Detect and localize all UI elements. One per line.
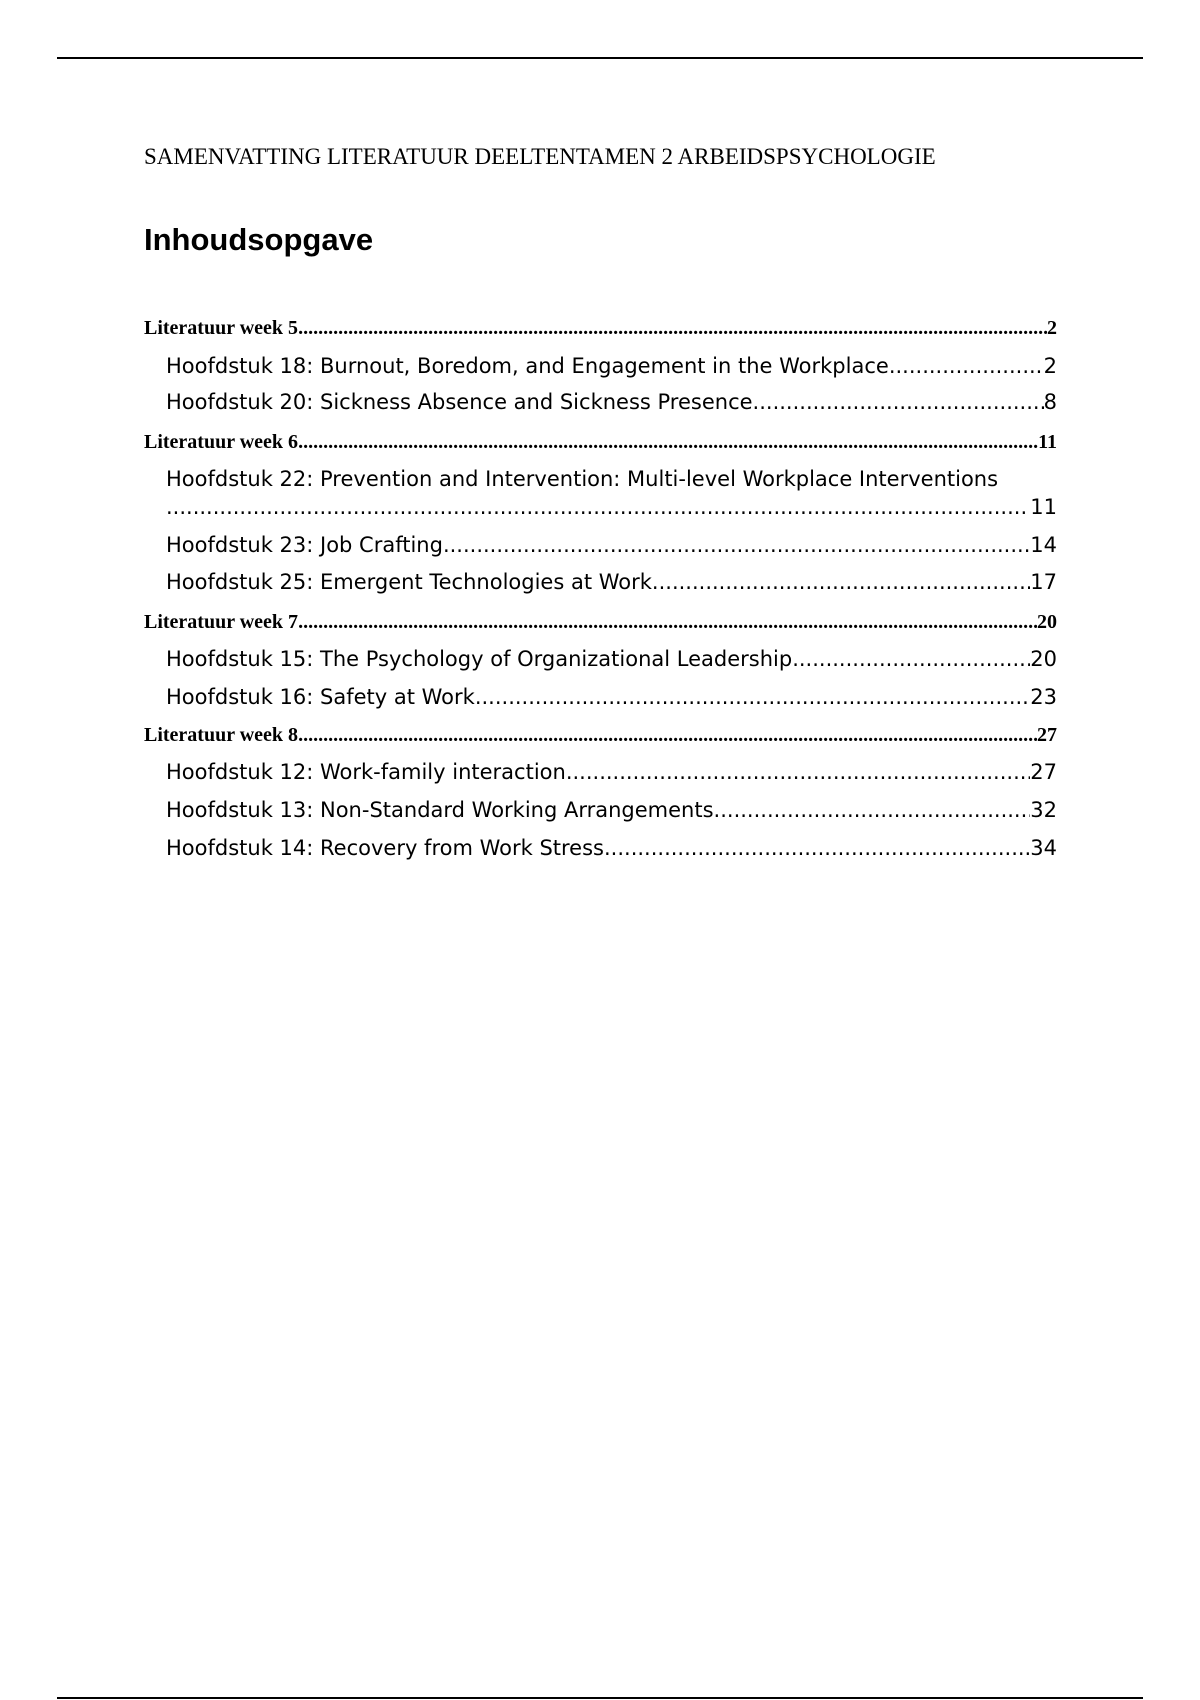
toc-entry-chapter-18[interactable] [166, 352, 1057, 380]
toc-page-number: 23 [1030, 685, 1057, 709]
toc-label: Hoofdstuk 18: Burnout, Boredom, and Engagement in the Workplace [166, 354, 889, 378]
toc-leader [298, 609, 1037, 635]
toc-entry-chapter-15[interactable] [166, 645, 1057, 673]
toc-page-number: 2 [1043, 354, 1057, 378]
toc-entry-chapter-12[interactable] [166, 758, 1057, 786]
toc-leader-line [166, 493, 1057, 521]
toc-label: Hoofdstuk 20: Sickness Absence and Sickness Presence [166, 390, 753, 414]
toc-entry-chapter-13[interactable] [166, 796, 1057, 824]
toc-page-number: 20 [1037, 611, 1057, 633]
toc-entry-week-7[interactable] [144, 609, 1057, 635]
toc-leader [443, 531, 1030, 559]
toc-leader [298, 429, 1038, 455]
toc-page-number: 11 [1030, 495, 1057, 519]
header-rule [57, 57, 1143, 59]
toc-entry-week-5[interactable] [144, 315, 1057, 341]
footer-rule [57, 1697, 1143, 1699]
toc-label: Hoofdstuk 14: Recovery from Work Stress [166, 836, 604, 860]
toc-leader [475, 683, 1030, 711]
toc-leader [298, 722, 1037, 748]
toc-label: Literatuur week 6 [144, 431, 299, 453]
toc-entry-chapter-23[interactable] [166, 531, 1057, 559]
toc-label: Hoofdstuk 23: Job Crafting [166, 533, 443, 557]
toc-page-number: 8 [1043, 390, 1057, 414]
toc-label: Literatuur week 8 [144, 724, 299, 746]
toc-leader [604, 834, 1030, 862]
toc-label: Hoofdstuk 13: Non-Standard Working Arrangements [166, 798, 714, 822]
toc-leader [792, 645, 1030, 673]
toc-label: Hoofdstuk 15: The Psychology of Organizational Leadership [166, 647, 793, 671]
toc-page-number: 11 [1038, 431, 1057, 453]
toc-page-number: 32 [1030, 798, 1057, 822]
toc-label: Hoofdstuk 16: Safety at Work [166, 685, 475, 709]
toc-leader [298, 315, 1047, 341]
document-title: SAMENVATTING LITERATUUR DEELTENTAMEN 2 ARBEIDSPSYCHOLOGIE [144, 144, 936, 169]
toc-leader [166, 493, 1026, 521]
toc-page-number: 2 [1047, 317, 1057, 339]
toc-leader [566, 758, 1030, 786]
toc-leader [753, 388, 1044, 416]
toc-page-number: 20 [1030, 647, 1057, 671]
toc-leader [652, 568, 1030, 596]
toc-entry-chapter-25[interactable] [166, 568, 1057, 596]
toc-leader [714, 796, 1031, 824]
toc-page-number: 14 [1030, 533, 1057, 557]
toc-entry-chapter-14[interactable] [166, 834, 1057, 862]
toc-label: Hoofdstuk 22: Prevention and Intervention: Multi-level Workplace Interventions [166, 467, 999, 491]
toc-page-number: 17 [1030, 570, 1057, 594]
toc-label: Literatuur week 5 [144, 317, 299, 339]
toc-heading: Inhoudsopgave [144, 222, 374, 257]
toc-label: Hoofdstuk 12: Work-family interaction [166, 760, 566, 784]
toc-page-number: 27 [1030, 760, 1057, 784]
toc-leader [889, 352, 1044, 380]
toc-entry-chapter-22[interactable] [166, 465, 1057, 521]
toc-page-number: 27 [1037, 724, 1057, 746]
toc-page-number: 34 [1030, 836, 1057, 860]
toc-entry-week-6[interactable] [144, 429, 1057, 455]
toc-label: Literatuur week 7 [144, 611, 299, 633]
toc-entry-chapter-20[interactable] [166, 388, 1057, 416]
toc-entry-chapter-16[interactable] [166, 683, 1057, 711]
toc-label: Hoofdstuk 25: Emergent Technologies at Work [166, 570, 652, 594]
toc-entry-week-8[interactable] [144, 722, 1057, 748]
